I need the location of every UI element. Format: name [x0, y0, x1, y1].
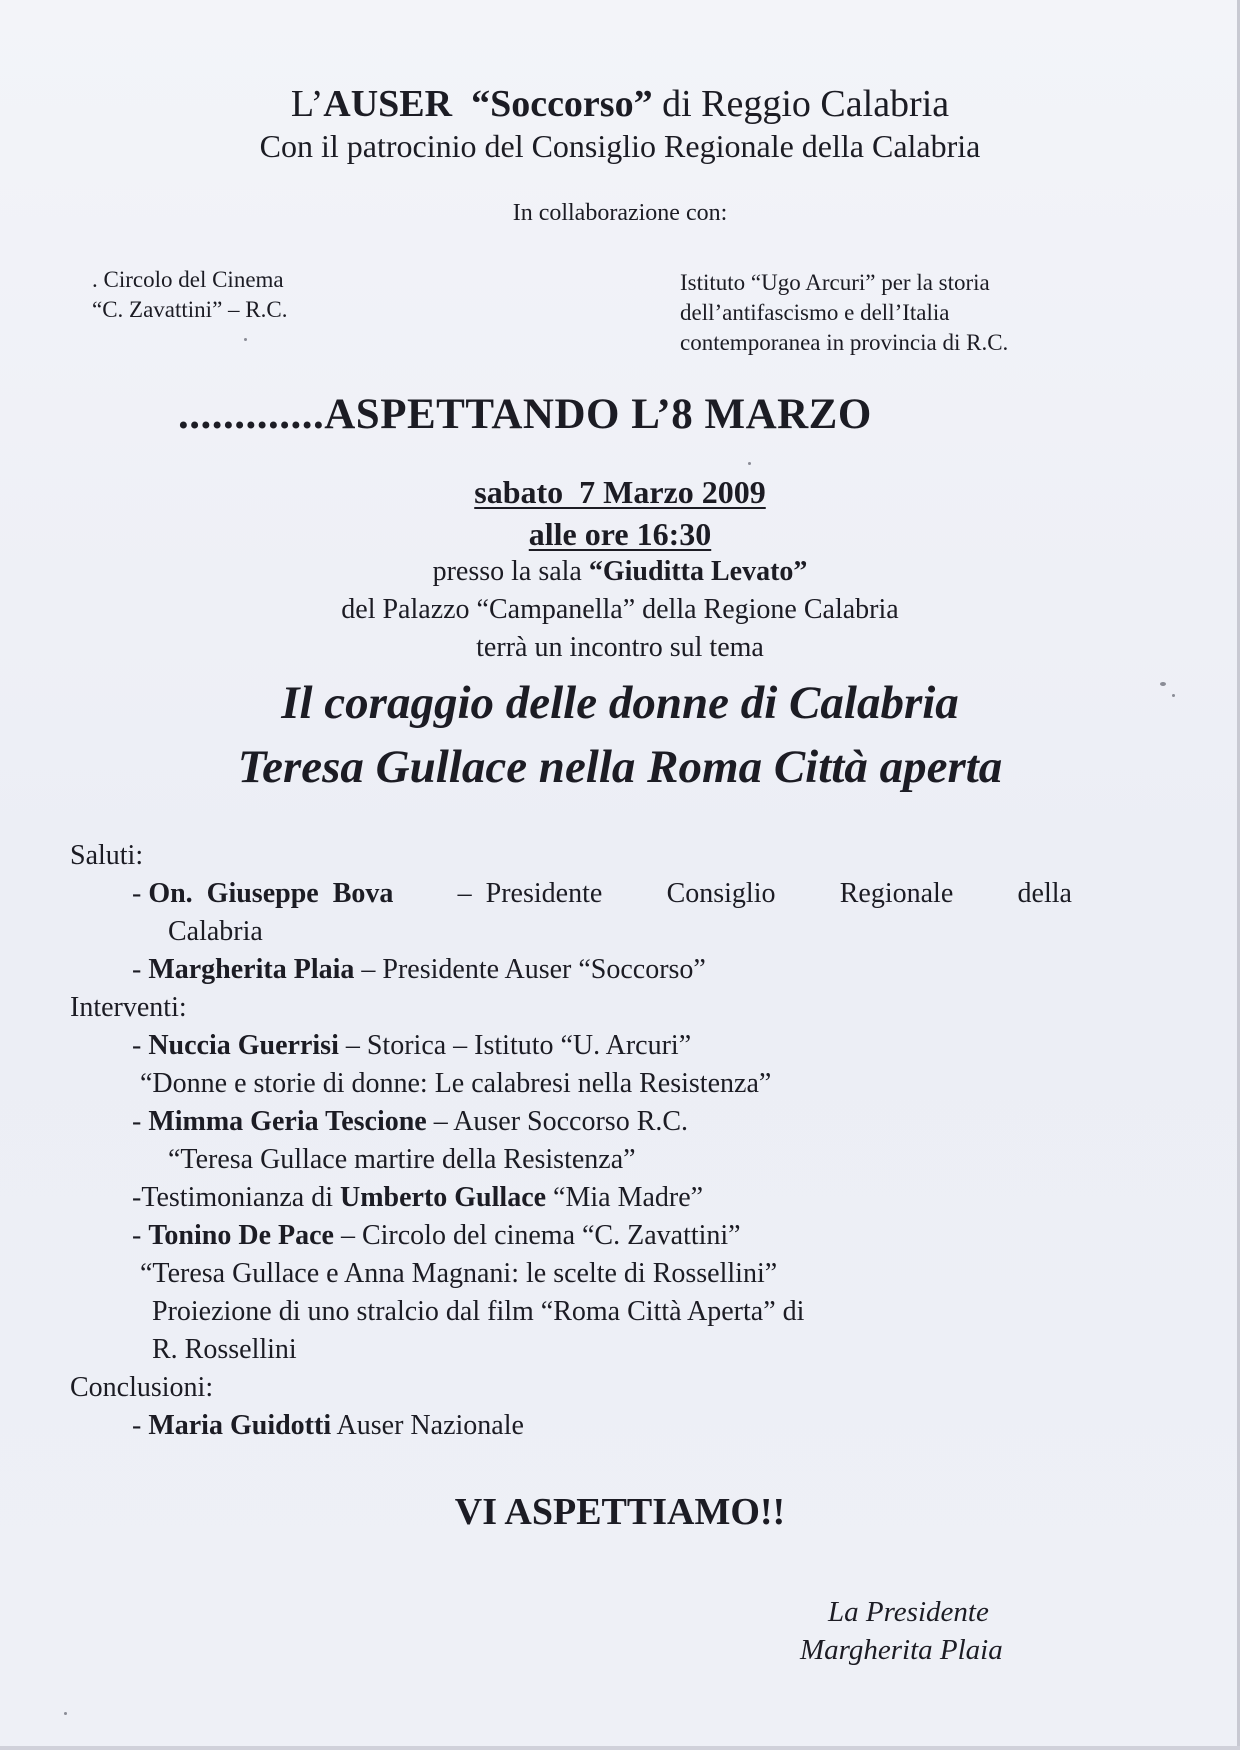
speaker-plaia-name: Margherita Plaia: [148, 954, 355, 985]
speaker-depace-role: – Circolo del cinema “C. Zavattini”: [333, 1220, 741, 1251]
partner-right-line: contemporanea in provincia di R.C.: [680, 330, 1009, 355]
partner-right-line: dell’antifascismo e dell’Italia: [680, 300, 950, 325]
venue-prefix: presso la sala: [432, 556, 589, 587]
scan-speck: [1160, 682, 1166, 686]
speaker-guerrisi-role: – Storica – Istituto “U. Arcuri”: [338, 1030, 692, 1061]
venue-name: “Giuditta Levato”: [588, 556, 808, 587]
venue-building: del Palazzo “Campanella” della Regione Calabria: [341, 594, 899, 625]
organizer-soccorso: “Soccorso”: [471, 83, 653, 125]
signature-title: La Presidente: [828, 1596, 989, 1628]
signature-name: Margherita Plaia: [800, 1634, 1003, 1666]
event-time: [0, 516, 1240, 553]
closing-invitation: VI ASPETTIAMO!!: [454, 1491, 786, 1533]
speaker-bova-role-cont: Calabria: [168, 916, 263, 947]
film-projection-director: R. Rossellini: [152, 1334, 297, 1365]
speaker-bova: [132, 878, 1072, 910]
event-headline: .............ASPETTANDO L’8 MARZO: [178, 391, 872, 438]
organizer-line: [0, 82, 1240, 126]
partner-left: [92, 265, 287, 325]
organizer-city: di Reggio Calabria: [662, 83, 950, 125]
patronage-line: Con il patrocinio del Consiglio Regionale della Calabria: [259, 128, 981, 164]
partner-left-line: “C. Zavattini” – R.C.: [92, 297, 288, 322]
speaker-guidotti-role: Auser Nazionale: [331, 1410, 524, 1441]
speaker-bova-role-word: della: [1017, 878, 1072, 909]
event-date: [0, 474, 1240, 511]
speaker-bova-name: - On. Giuseppe Bova: [132, 878, 394, 909]
speaker-guerrisi: - Nuccia Guerrisi – Storica – Istituto “U. Arcuri”: [132, 1030, 692, 1061]
venue-line: [0, 556, 1240, 588]
partner-right: [680, 268, 1008, 358]
event-date-text: sabato 7 Marzo 2009: [474, 474, 766, 510]
scan-speck: [64, 1712, 67, 1715]
speaker-bova-role-word: Regionale: [839, 878, 954, 909]
talk-title-tescione: “Teresa Gullace martire della Resistenza”: [168, 1144, 636, 1175]
speaker-guerrisi-name: Nuccia Guerrisi: [148, 1030, 339, 1061]
speaker-depace-name: Tonino De Pace: [148, 1220, 334, 1251]
talk-title-depace: “Teresa Gullace e Anna Magnani: le scelte di Rossellini”: [140, 1258, 778, 1289]
partner-right-line: Istituto “Ugo Arcuri” per la storia: [680, 270, 990, 295]
conclusioni-label: Conclusioni:: [70, 1372, 214, 1403]
speaker-plaia-role: – Presidente Auser “Soccorso”: [354, 954, 706, 985]
scan-speck: [1172, 694, 1175, 697]
event-time-text: alle ore 16:30: [528, 516, 712, 552]
scan-speck: [244, 338, 247, 341]
talk-title-guerrisi: “Donne e storie di donne: Le calabresi nella Resistenza”: [140, 1068, 772, 1099]
speaker-tescione-name: Mimma Geria Tescione: [148, 1106, 427, 1137]
partner-left-line: . Circolo del Cinema: [92, 267, 284, 292]
speaker-guidotti-name: Maria Guidotti: [148, 1410, 332, 1441]
interventi-label: Interventi:: [70, 992, 187, 1023]
speaker-bova-role-word: – Presidente: [457, 878, 603, 909]
speaker-tescione-role: – Auser Soccorso R.C.: [426, 1106, 689, 1137]
saluti-label: Saluti:: [70, 840, 144, 871]
testimony-gullace: -Testimonianza di Umberto Gullace “Mia Madre”: [132, 1182, 704, 1213]
organizer-prefix: L’: [290, 83, 324, 125]
page-edge-bottom: [0, 1746, 1240, 1750]
speaker-tescione: - Mimma Geria Tescione – Auser Soccorso R.C.: [132, 1106, 689, 1137]
film-projection-line: Proiezione di uno stralcio dal film “Roma Città Aperta” di: [152, 1296, 805, 1327]
talk-title-gullace: “Mia Madre”: [546, 1182, 704, 1213]
speaker-gullace-name: Umberto Gullace: [339, 1182, 547, 1213]
collaboration-label: In collaborazione con:: [512, 200, 728, 226]
speaker-guidotti: - Maria Guidotti Auser Nazionale: [132, 1410, 524, 1441]
speaker-depace: - Tonino De Pace – Circolo del cinema “C. Zavattini”: [132, 1220, 741, 1251]
venue-intro: terrà un incontro sul tema: [476, 632, 764, 663]
scan-speck: [748, 462, 751, 465]
organizer-name: AUSER: [323, 83, 453, 125]
speaker-plaia: - Margherita Plaia – Presidente Auser “Soccorso”: [132, 954, 706, 985]
speaker-bova-role-word: Consiglio: [666, 878, 776, 909]
theme-title: Il coraggio delle donne di Calabria: [281, 677, 959, 729]
theme-subtitle: Teresa Gullace nella Roma Città aperta: [237, 741, 1003, 793]
